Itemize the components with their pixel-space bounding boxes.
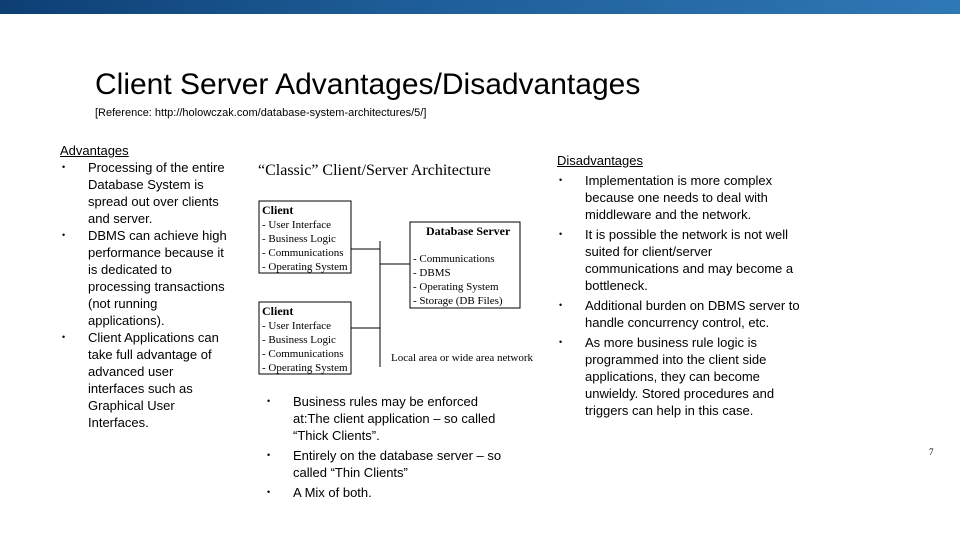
list-item: • It is possible the network is not well suited for client/server communications and may become a bottleneck. <box>559 227 794 293</box>
disadvantages-section <box>557 152 807 422</box>
bullet-icon: • <box>267 396 271 406</box>
disadvantages-heading: Disadvantages <box>557 153 643 168</box>
slide-title: Client Server Advantages/Disadvantages <box>95 68 641 101</box>
client-top-line: - Operating System <box>262 261 348 273</box>
disadvantages-list <box>557 172 807 419</box>
client-bottom-line: - Business Logic <box>262 334 336 346</box>
client-top-line: - Communications <box>262 247 344 259</box>
client-top-name: Client <box>262 203 294 217</box>
list-item: • Entirely on the database server – so called “Thin Clients” <box>267 448 502 480</box>
bullet-icon: • <box>559 300 563 310</box>
diagram-title: “Classic” Client/Server Architecture <box>258 162 491 179</box>
list-item: • A Mix of both. <box>267 485 372 500</box>
list-item: • Processing of the entire Database System is spread out over clients and server. <box>62 160 225 226</box>
list-item: • Business rules may be enforced at:The client application – so called “Thick Clients”. <box>267 394 496 443</box>
bullet-icon: • <box>62 230 66 240</box>
list-item: • As more business rule logic is programmed into the client side applications, they can become unwieldy. Stored procedures and triggers can help in this case. <box>559 335 775 418</box>
client-bottom-line: - User Interface <box>262 320 332 332</box>
business-rules-section <box>265 393 515 504</box>
client-bottom-line: - Communications <box>262 348 344 360</box>
database-server-name: Database Server <box>426 224 511 238</box>
bullet-icon: • <box>267 450 271 460</box>
bullet-icon: • <box>559 175 563 185</box>
client-server-diagram <box>250 155 550 380</box>
bullet-icon: • <box>559 337 563 347</box>
business-rules-list <box>265 393 515 501</box>
bullet-icon: • <box>559 229 563 239</box>
database-server-line: - Communications <box>413 253 495 265</box>
database-server-line: - DBMS <box>413 267 451 279</box>
client-top-line: - Business Logic <box>262 233 336 245</box>
list-item: • DBMS can achieve high performance because it is dedicated to processing transactions (not running applications). <box>62 228 227 328</box>
list-item: • Client Applications can take full advantage of advanced user interfaces such as Graphical User Interfaces. <box>62 330 219 430</box>
reference-note: [Reference: http://holowczak.com/database-system-architectures/5/] <box>95 107 427 119</box>
bullet-icon: • <box>267 487 271 497</box>
client-top-line: - User Interface <box>262 219 332 231</box>
network-label: Local area or wide area network <box>391 352 534 364</box>
top-accent-bar <box>0 0 960 14</box>
client-bottom-line: - Operating System <box>262 362 348 374</box>
list-item: • Additional burden on DBMS server to handle concurrency control, etc. <box>559 298 800 330</box>
database-server-line: - Storage (DB Files) <box>413 295 503 307</box>
client-bottom-name: Client <box>262 304 294 318</box>
database-server-line: - Operating System <box>413 281 499 293</box>
page-number: 7 <box>929 447 934 457</box>
advantages-section <box>60 142 228 431</box>
list-item: • Implementation is more complex because one needs to deal with middleware and the network. <box>559 173 773 222</box>
advantages-list <box>60 159 228 431</box>
bullet-icon: • <box>62 332 66 342</box>
advantages-heading: Advantages <box>60 143 129 158</box>
bullet-icon: • <box>62 162 66 172</box>
